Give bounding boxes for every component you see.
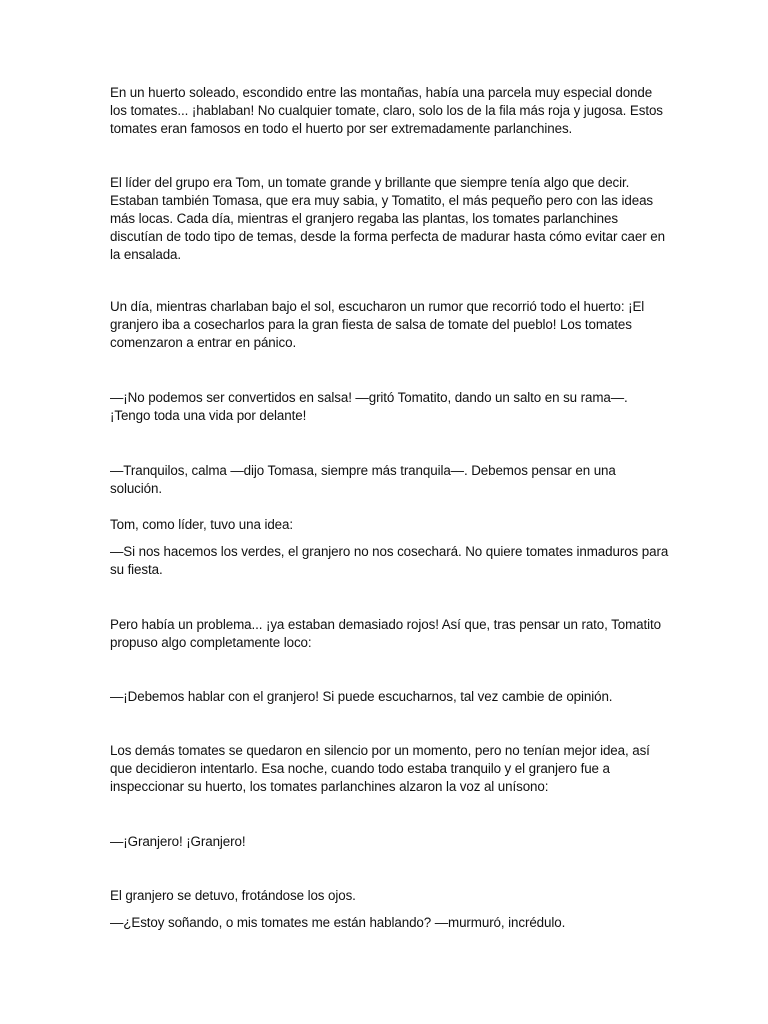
paragraph-6: Tom, como líder, tuvo una idea: (110, 517, 293, 532)
paragraph-13: —¿Estoy soñando, o mis tomates me están hablando? —murmuró, incrédulo. (110, 915, 566, 930)
paragraph-3: Un día, mientras charlaban bajo el sol, escucharon un rumor que recorrió todo el huerto: ¡El granjero iba a cosecharlos para la gran fiesta de salsa de tomate del pueblo! Los tomates comenzaron a entrar en pánico. (110, 299, 645, 350)
paragraph-7: —Si nos hacemos los verdes, el granjero no nos cosechará. No quiere tomates inmaduros para su fiesta. (110, 544, 669, 577)
paragraph-1: En un huerto soleado, escondido entre las montañas, había una parcela muy especial donde los tomates... ¡hablaban! No cualquier tomate, claro, solo los de la fila más roja y jugosa. Estos tomates eran famosos en todo el huerto por ser extremadamente parlanchines. (110, 85, 663, 136)
paragraph-8: Pero había un problema... ¡ya estaban demasiado rojos! Así que, tras pensar un rato, Tomatito propuso algo completamente loco: (110, 617, 661, 650)
paragraph-4: —¡No podemos ser convertidos en salsa! —gritó Tomatito, dando un salto en su rama—. ¡Tengo toda una vida por delante! (110, 390, 628, 423)
paragraph-5: —Tranquilos, calma —dijo Tomasa, siempre más tranquila—. Debemos pensar en una solución. (110, 463, 616, 496)
paragraph-2: El líder del grupo era Tom, un tomate grande y brillante que siempre tenía algo que decir. Estaban también Tomasa, que era muy sabia, y Tomatito, el más pequeño pero con las ideas más locas. Cada día, mientras el granjero regaba las plantas, los tomates parlanchines discutían de todo tipo de temas, desde la forma perfecta de madurar hasta cómo evitar caer en la ensalada. (110, 175, 665, 262)
paragraph-9: —¡Debemos hablar con el granjero! Si puede escucharnos, tal vez cambie de opinión. (110, 689, 613, 704)
paragraph-11: —¡Granjero! ¡Granjero! (110, 834, 246, 849)
paragraph-12: El granjero se detuvo, frotándose los ojos. (110, 888, 356, 903)
paragraph-10: Los demás tomates se quedaron en silencio por un momento, pero no tenían mejor idea, así que decidieron intentarlo. Esa noche, cuando todo estaba tranquilo y el granjero fue a inspeccionar su huerto, los tomates parlanchines alzaron la voz al unísono: (110, 743, 650, 794)
